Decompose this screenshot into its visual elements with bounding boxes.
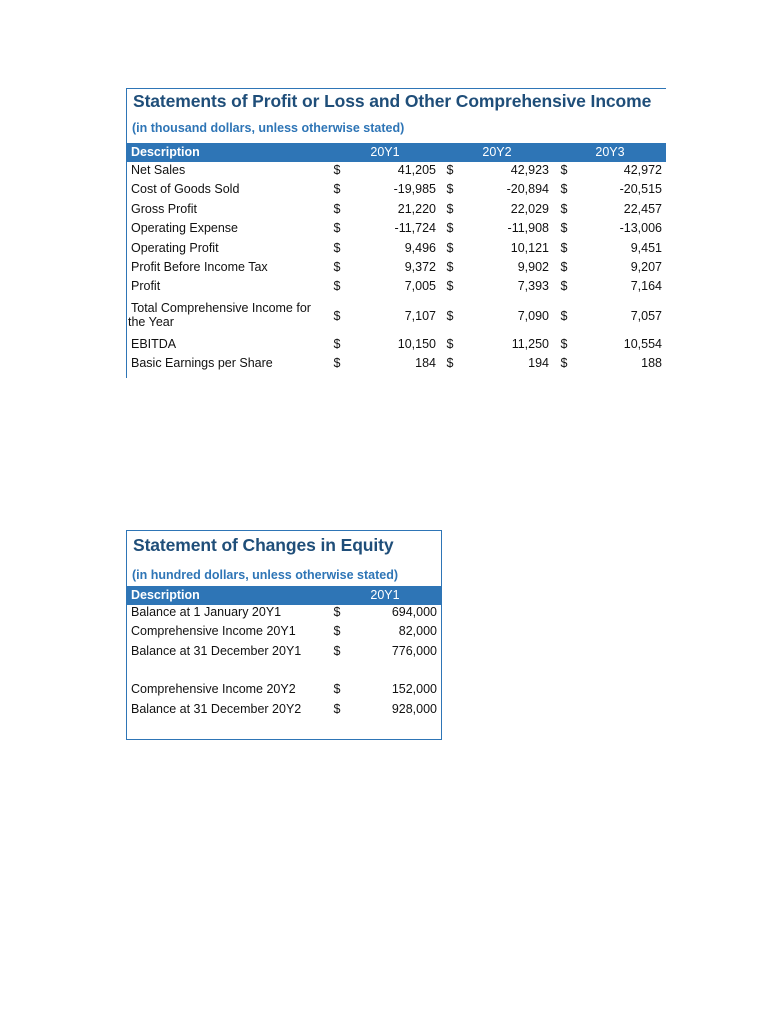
row-value-20y3: 10,554	[623, 337, 662, 351]
table-row	[127, 624, 441, 642]
row-label: Profit Before Income Tax	[131, 260, 268, 274]
currency-symbol: $	[446, 337, 454, 351]
row-label: Balance at 31 December 20Y1	[131, 644, 302, 658]
row-value-20y1: 776,000	[391, 644, 437, 658]
currency-symbol: $	[560, 337, 568, 351]
equity-header-year: 20Y1	[370, 588, 400, 602]
row-value-20y2: 9,902	[517, 260, 549, 274]
table-row	[127, 202, 666, 220]
currency-symbol: $	[446, 279, 454, 293]
currency-symbol: $	[333, 605, 341, 619]
currency-symbol: $	[560, 221, 568, 235]
currency-symbol: $	[446, 241, 454, 255]
table-row	[127, 356, 666, 374]
row-value-20y3: 7,164	[630, 279, 662, 293]
currency-symbol: $	[560, 241, 568, 255]
row-label: Operating Expense	[131, 221, 239, 235]
equity-subtitle: (in hundred dollars, unless otherwise stated)	[132, 568, 399, 582]
row-value-20y2: 11,250	[511, 337, 549, 351]
row-value-20y2: 10,121	[510, 241, 549, 255]
row-value-20y3: 7,057	[630, 309, 662, 323]
row-label: Balance at 1 January 20Y1	[131, 605, 282, 619]
row-label: Profit	[131, 279, 161, 293]
row-label: Balance at 31 December 20Y2	[131, 702, 302, 716]
currency-symbol: $	[333, 182, 341, 196]
row-label: Basic Earnings per Share	[131, 356, 273, 370]
row-value-20y1: 21,220	[397, 202, 436, 216]
currency-symbol: $	[560, 279, 568, 293]
row-value-20y1: 184	[415, 356, 436, 370]
currency-symbol: $	[333, 163, 341, 177]
equity-header-description: Description	[131, 588, 200, 602]
currency-symbol: $	[333, 309, 341, 323]
profit-loss-header	[127, 143, 666, 162]
currency-symbol: $	[333, 702, 341, 716]
row-label: Total Comprehensive Income for the Year	[128, 301, 311, 329]
currency-symbol: $	[333, 337, 341, 351]
row-label: Cost of Goods Sold	[131, 182, 240, 196]
row-value-20y1: 82,000	[398, 624, 437, 638]
row-value-20y2: 22,029	[510, 202, 549, 216]
header-description: Description	[131, 145, 200, 159]
row-value-20y2: 42,923	[510, 163, 549, 177]
row-value-20y1: 152,000	[391, 682, 437, 696]
row-value-20y1: 9,496	[404, 241, 436, 255]
currency-symbol: $	[333, 356, 341, 370]
table-row	[127, 163, 666, 181]
currency-symbol: $	[446, 221, 454, 235]
row-label: Comprehensive Income 20Y2	[131, 682, 296, 696]
row-label: Gross Profit	[131, 202, 197, 216]
header-year-1: 20Y1	[370, 145, 400, 159]
row-label: Net Sales	[131, 163, 186, 177]
currency-symbol: $	[560, 309, 568, 323]
row-value-20y1: 928,000	[391, 702, 437, 716]
equity-statement	[126, 530, 442, 740]
table-row	[127, 702, 441, 720]
currency-symbol: $	[333, 260, 341, 274]
header-year-3: 20Y3	[595, 145, 625, 159]
table-row	[127, 221, 666, 239]
row-value-20y1: 7,107	[404, 309, 436, 323]
currency-symbol: $	[446, 202, 454, 216]
currency-symbol: $	[333, 241, 341, 255]
currency-symbol: $	[560, 356, 568, 370]
table-row	[127, 605, 441, 623]
row-label: Comprehensive Income 20Y1	[131, 624, 296, 638]
currency-symbol: $	[333, 202, 341, 216]
row-value-20y2: -20,894	[506, 182, 549, 196]
row-value-20y1: 694,000	[391, 605, 437, 619]
header-year-2: 20Y2	[482, 145, 512, 159]
table-row	[127, 241, 666, 259]
row-value-20y1: 9,372	[404, 260, 436, 274]
table-row	[127, 279, 666, 297]
row-value-20y3: 188	[641, 356, 662, 370]
row-value-20y2: 7,090	[517, 309, 549, 323]
row-value-20y2: 7,393	[517, 279, 549, 293]
equity-header	[127, 586, 441, 605]
row-value-20y3: 42,972	[623, 163, 662, 177]
currency-symbol: $	[446, 356, 454, 370]
currency-symbol: $	[333, 624, 341, 638]
row-value-20y1: 7,005	[404, 279, 436, 293]
currency-symbol: $	[446, 309, 454, 323]
table-row	[127, 337, 666, 355]
row-value-20y1: -11,724	[394, 221, 436, 235]
currency-symbol: $	[446, 260, 454, 274]
currency-symbol: $	[333, 279, 341, 293]
currency-symbol: $	[560, 202, 568, 216]
row-value-20y3: 9,451	[630, 241, 662, 255]
row-value-20y3: 22,457	[623, 202, 662, 216]
row-value-20y1: -19,985	[393, 182, 436, 196]
currency-symbol: $	[446, 163, 454, 177]
currency-symbol: $	[560, 182, 568, 196]
table-row	[127, 682, 441, 700]
row-value-20y3: 9,207	[630, 260, 662, 274]
currency-symbol: $	[560, 163, 568, 177]
row-value-20y1: 10,150	[397, 337, 436, 351]
equity-title: Statement of Changes in Equity	[133, 535, 394, 555]
currency-symbol: $	[333, 682, 341, 696]
profit-loss-subtitle: (in thousand dollars, unless otherwise stated)	[132, 121, 405, 135]
row-label: EBITDA	[131, 337, 177, 351]
currency-symbol: $	[333, 221, 341, 235]
row-label: Operating Profit	[131, 241, 219, 255]
table-row	[127, 260, 666, 278]
table-row	[127, 644, 441, 662]
currency-symbol: $	[560, 260, 568, 274]
table-row	[127, 300, 666, 334]
currency-symbol: $	[446, 182, 454, 196]
row-value-20y2: 194	[528, 356, 549, 370]
currency-symbol: $	[333, 644, 341, 658]
row-value-20y3: -13,006	[619, 221, 662, 235]
row-value-20y1: 41,205	[397, 163, 436, 177]
table-row	[127, 182, 666, 200]
row-value-20y2: -11,908	[507, 221, 549, 235]
profit-loss-title: Statements of Profit or Loss and Other Comprehensive Income	[133, 91, 652, 111]
row-value-20y3: -20,515	[619, 182, 662, 196]
profit-loss-statement	[126, 88, 666, 378]
